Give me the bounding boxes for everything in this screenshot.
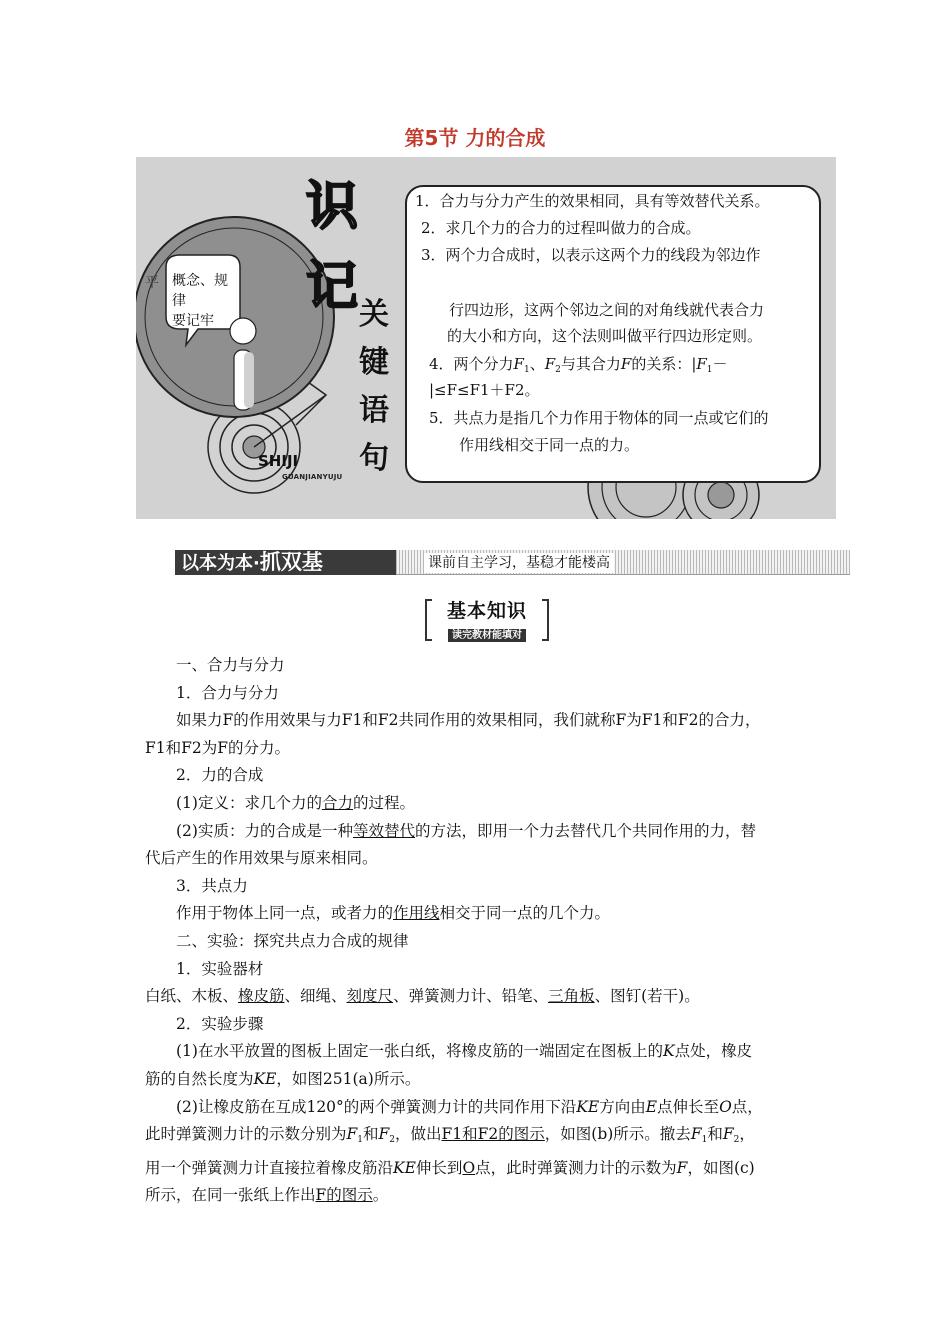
answer-blank: F1和F2的图示	[441, 1125, 545, 1144]
composition-essence-suffix: 的方法，即用一个力去替代几个共同作用的力，替	[414, 821, 756, 840]
step-1-line-2: 筋的自然长度为KE，如图251(a)所示。	[145, 1069, 421, 1088]
key-point-4a: 4．两个分力$F_1$、$F_2$与其合力F的关系：$|F_1-$	[429, 355, 728, 375]
answer-blank: F的图示	[315, 1186, 373, 1205]
step-2-line-3: 用一个弹簧测力计直接拉着橡皮筋沿KE伸长到O点，此时弹簧测力计的示数为F，如图(c)	[145, 1158, 755, 1177]
vertical-char: 关	[359, 297, 389, 332]
composition-essence-prefix: (2)实质：力的合成是一种	[176, 821, 353, 840]
composition-definition-suffix: 的过程。	[352, 793, 415, 812]
composition-essence	[145, 818, 810, 846]
bracket-right	[542, 599, 549, 641]
answer-blank: 合力	[321, 793, 353, 812]
heading-2: 二、实验：探究共点力合成的规律	[176, 931, 409, 950]
equipment-text: 、弹簧测力计、铅笔、	[393, 987, 549, 1006]
composition-definition	[145, 790, 810, 818]
key-point-3a: 3．两个力合成时，以表示这两个力的线段为邻边作	[421, 246, 761, 264]
key-points-box	[405, 185, 821, 483]
key-point-5b: 作用线相交于同一点的力。	[459, 436, 640, 454]
vertical-char: 语	[359, 393, 389, 428]
vertical-char: 句	[359, 441, 389, 476]
step-2-text: 点，	[731, 1097, 763, 1116]
concept-line-2: 要记牢	[172, 313, 214, 329]
equipment-text: 白纸、木板、	[145, 987, 239, 1006]
answer-blank: 橡皮筋	[238, 987, 285, 1006]
heading-1: 一、合力与分力	[176, 656, 285, 674]
answer-blank: 作用线	[393, 904, 440, 923]
step-2-text: 所示，在同一张纸上作出	[145, 1186, 316, 1205]
key-point-1: 1．合力与分力产生的效果相同，具有等效替代关系。	[415, 192, 770, 210]
definition-line-1: 如果力F的作用效果与力F1和F2共同作用的效果相同，我们就称F为F1和F2的合力，	[176, 711, 761, 730]
step-2-text: 点，此时弹簧测力计的示数为	[475, 1158, 677, 1177]
step-2-text: (2)让橡皮筋在互成120°的两个弹簧测力计的共同作用下沿	[176, 1097, 577, 1116]
equipment-text: 、图钉(若干)。	[594, 987, 700, 1006]
body-text	[145, 652, 810, 1210]
big-char-shi: 识	[306, 177, 359, 237]
concurrent-force-definition	[145, 900, 810, 928]
section-title: 第5节 力的合成	[404, 126, 546, 150]
step-2-text: ，如图(b)所示。撤去	[544, 1125, 691, 1144]
composition-definition-prefix: (1)定义：求几个力的	[176, 793, 322, 812]
heading-1-1: 1．合力与分力	[176, 683, 279, 702]
answer-blank: 刻度尺	[346, 987, 394, 1006]
key-point-2: 2．求几个力的合力的过程叫做力的合成。	[421, 219, 701, 237]
shiji-subtext: GUANJIANYUJU	[282, 473, 343, 481]
key-point-3c: 的大小和方向，这个法则叫做平行四边形定则。	[447, 327, 763, 345]
section-slogan: 课前自主学习，基稳才能楼高	[424, 553, 614, 573]
step-1-text: 筋的自然长度为	[145, 1069, 254, 1088]
concept-line-1: 概念、规律	[172, 273, 228, 309]
step-2-text: 用一个弹簧测力计直接拉着橡皮筋沿	[145, 1158, 394, 1177]
bracket-left	[425, 599, 432, 641]
step-2-text: 。	[372, 1186, 389, 1205]
basic-knowledge-subtitle: 读完教材能填对	[448, 629, 526, 642]
vertical-char: 键	[359, 345, 389, 380]
key-point-4b: |≤F≤F1＋F2。	[429, 381, 540, 399]
vertical-heading	[357, 291, 391, 483]
key-point-4a-prefix: 4．两个分力	[429, 355, 514, 373]
step-2-line-4	[145, 1182, 810, 1210]
step-1-text: 点处，橡皮	[674, 1042, 753, 1061]
definition-line-2: F1和F2为F的分力。	[145, 738, 290, 757]
composition-essence-cont: 代后产生的作用效果与原来相同。	[145, 849, 378, 868]
big-char-ji: 记	[306, 257, 359, 317]
heading-1-3: 3．共点力	[176, 876, 248, 895]
equipment-list	[145, 983, 810, 1011]
key-point-3b: 行四边形，这两个邻边之间的对角线就代表合力	[449, 301, 765, 319]
key-point-4a-mid: 与其合力	[560, 355, 621, 373]
basic-knowledge-title: 基本知识	[446, 600, 527, 622]
basic-knowledge-badge	[425, 599, 549, 639]
heading-2-2: 2．实验步骤	[176, 1014, 264, 1033]
step-2-text: 点伸长至	[657, 1097, 720, 1116]
shiji-text: SHIJI	[258, 452, 299, 470]
key-point-4a-suffix: 的关系：|	[631, 355, 697, 373]
section-header	[175, 549, 850, 577]
heading-1-2: 2．力的合成	[176, 766, 264, 785]
section-label-normal: 以本为本·	[181, 553, 260, 574]
stray-character: 平	[145, 275, 159, 291]
step-1-text: ，如图251(a)所示。	[276, 1069, 421, 1088]
answer-blank: O	[462, 1158, 476, 1177]
section-label-bold: 抓双基	[259, 550, 323, 574]
step-2-line-2: 此时弹簧测力计的示数分别为$F_1$和$F_2$，做出F1和F2的图示，如图(b)所示。撤去$F_1$和$F_2$，	[145, 1125, 755, 1146]
concurrent-force-prefix: 作用于物体上同一点，或者力的	[176, 904, 394, 923]
equipment-text: 、细绳、	[284, 987, 347, 1006]
key-point-5a: 5．共点力是指几个力作用于物体的同一点或它们的	[429, 409, 769, 427]
heading-2-1: 1．实验器材	[176, 959, 264, 978]
answer-blank: 三角板	[548, 987, 595, 1006]
step-1-line-1: (1)在水平放置的图板上固定一张白纸，将橡皮筋的一端固定在图板上的K点处，橡皮	[176, 1042, 753, 1061]
answer-blank: 等效替代	[352, 821, 415, 840]
step-1-text: (1)在水平放置的图板上固定一张白纸，将橡皮筋的一端固定在图板上的	[176, 1042, 663, 1061]
key-sentences-banner	[136, 157, 836, 519]
step-2-text: ，做出	[395, 1125, 442, 1144]
step-2-text: 此时弹簧测力计的示数分别为	[145, 1125, 347, 1144]
step-2-text: 伸长到	[415, 1158, 463, 1177]
step-2-text: ，如图(c)	[687, 1158, 755, 1177]
step-2-text: 方向由	[599, 1097, 646, 1116]
speech-bubble-text	[172, 271, 238, 331]
concurrent-force-suffix: 相交于同一点的几个力。	[439, 904, 611, 923]
step-2-line-1: (2)让橡皮筋在互成120°的两个弹簧测力计的共同作用下沿KE方向由E点伸长至O点，	[176, 1097, 763, 1116]
section-label	[175, 550, 396, 575]
